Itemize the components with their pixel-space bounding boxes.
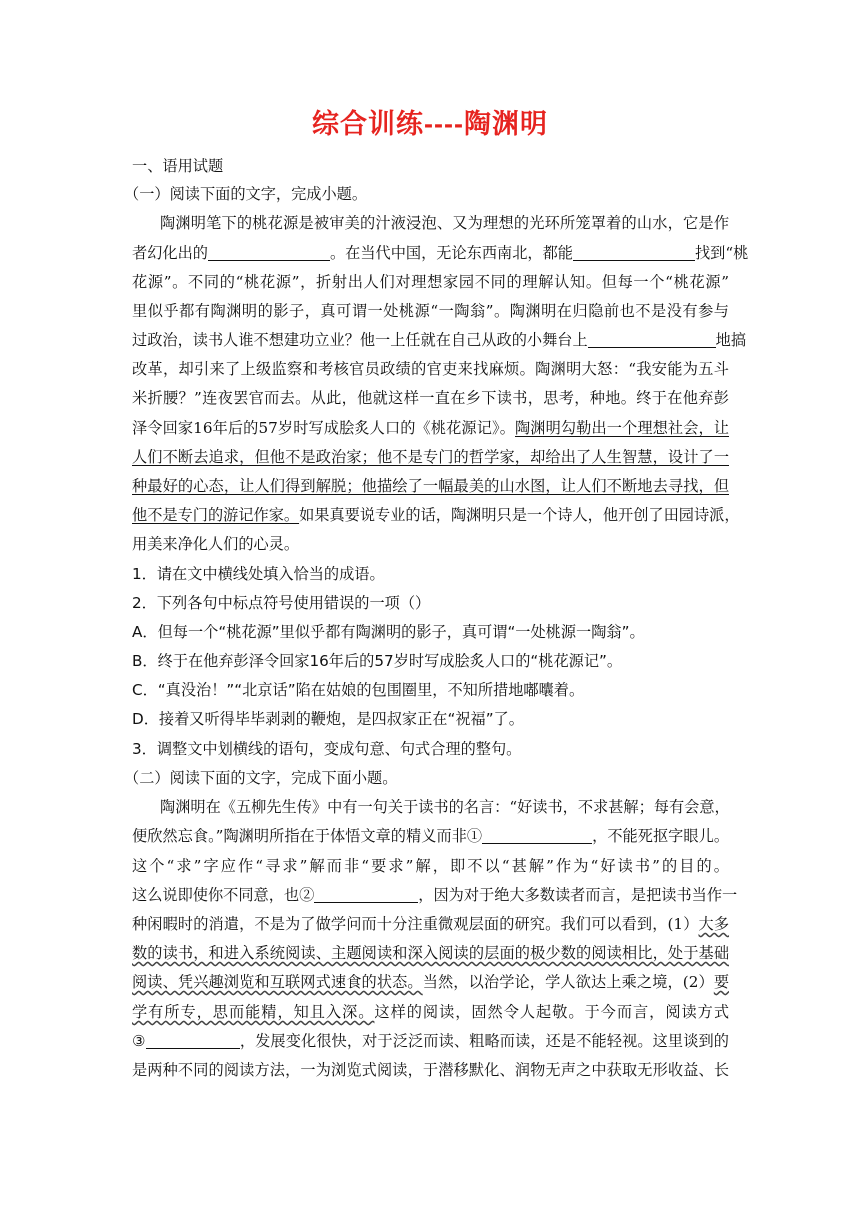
passage2-line: 学有所专，思而能精，知且入深。这样的阅读，固然令人起敬。于今而言，阅读方式 <box>132 1003 730 1021</box>
option-c[interactable]: C．“真没治！”“北京话”陷在姑娘的包围圈里，不知所措地嘟囔着。 <box>132 681 585 699</box>
passage1-line: 用美来净化人们的心灵。 <box>132 535 300 553</box>
passage2-line: 这么说即使你不同意，也② ，因为对于绝大多数读者而言，是把读书当作一 <box>132 886 738 904</box>
option-b[interactable]: B．终于在他弃彭泽令回家16年后的57岁时写成脍炙人口的“桃花源记”。 <box>132 652 623 670</box>
passage1-line: 泽令回家16年后的57岁时写成脍炙人口的《桃花源记》。陶渊明勾勒出一个理想社会，让 <box>132 419 729 437</box>
page-title: 综合训练----陶渊明 <box>312 109 548 139</box>
part2-heading: （二）阅读下面的文字，完成下面小题。 <box>124 769 398 787</box>
question-1: 1．请在文中横线处填入恰当的成语。 <box>132 565 385 583</box>
passage1-line: 里似乎都有陶渊明的影子，真可谓一处桃源“一陶翁”。陶渊明在归隐前也不是没有参与 <box>132 302 729 320</box>
answer-blank[interactable] <box>208 244 330 261</box>
passage2-line: 阅读、凭兴趣浏览和互联网式速食的状态。当然，以治学论，学人欲达上乘之境，(2）要 <box>132 973 729 991</box>
passage2-line: 是两种不同的阅读方法，一为浏览式阅读，于潜移默化、润物无声之中获取无形收益、长 <box>132 1061 729 1079</box>
wavy-underlined-text: 大多 <box>698 915 730 933</box>
passage1-line: 米折腰？”连夜罢官而去。从此，他就这样一直在乡下读书，思考，种地。终于在他弃彭 <box>132 389 729 407</box>
wavy-underlined-text: 阅读、凭兴趣浏览和互联网式速食的状态。 <box>132 973 423 991</box>
passage2-line: 陶渊明在《五柳先生传》中有一句关于读书的名言：“好读书，不求甚解；每有会意， <box>160 798 730 816</box>
passage1-line: 改革，却引来了上级监察和考核官员政绩的官吏来找麻烦。陶渊明大怒：“我安能为五斗 <box>132 360 729 378</box>
underlined-sentence: 种最好的心态，让人们得到解脱；他描绘了一幅最美的山水图，让人们不断地去寻找，但 <box>132 477 729 495</box>
passage1-line: 他不是专门的游记作家。如果真要说专业的话，陶渊明只是一个诗人，他开创了田园诗派， <box>132 506 740 524</box>
passage1-line: 过政治，读书人谁不想建功立业？他一上任就在自己从政的小舞台上 地搞 <box>132 331 746 349</box>
wavy-underlined-text: 数的读书，和进入系统阅读、主题阅读和深入阅读的层面的极少数的阅读相比，处于基础 <box>132 944 729 962</box>
answer-blank[interactable] <box>588 331 716 348</box>
wavy-underlined-text: 要 <box>713 973 729 991</box>
option-a[interactable]: A．但每一个“桃花源”里似乎都有陶渊明的影子，真可谓“一处桃源一陶翁”。 <box>132 623 645 641</box>
passage1-line: 者幻化出的 。在当代中国，无论东西南北，都能 找到“桃 <box>132 244 749 262</box>
passage2-line: 种闲暇时的消遣，不是为了做学问而十分注重微观层面的研究。我们可以看到，(1）大多 <box>132 915 730 933</box>
section-heading: 一、语用试题 <box>132 157 224 175</box>
underlined-sentence: 他不是专门的游记作家。 <box>132 506 300 524</box>
passage1-line: 陶渊明笔下的桃花源是被审美的汁液浸泡、又为理想的光环所笼罩着的山水，它是作 <box>160 214 729 232</box>
passage2-line: 这个“求”字应作“寻求”解而非“要求”解，即不以“甚解”作为“好读书”的目的。 <box>132 857 729 875</box>
answer-blank[interactable] <box>146 1032 240 1049</box>
passage2-line: 便欣然忘食。”陶渊明所指在于体悟文章的精义而非① ，不能死抠字眼儿。 <box>132 827 730 845</box>
answer-blank[interactable] <box>314 886 418 903</box>
passage1-line: 花源”。不同的“桃花源”，折射出人们对理想家园不同的理解认知。但每一个“桃花源” <box>132 273 729 291</box>
question-2: 2．下列各句中标点符号使用错误的一项（） <box>132 594 431 612</box>
part1-heading: （一）阅读下面的文字，完成小题。 <box>124 185 367 203</box>
passage2-line: ③ ，发展变化很快，对于泛泛而读、粗略而读，还是不能轻视。这里谈到的 <box>132 1032 729 1050</box>
answer-blank[interactable] <box>573 244 695 261</box>
wavy-underlined-text: 学有所专，思而能精，知且入深。 <box>132 1003 375 1021</box>
question-3: 3．调整文中划横线的语句，变成句意、句式合理的整句。 <box>132 740 522 758</box>
underlined-sentence: 人们不断去追求，但他不是政治家；他不是专门的哲学家，却给出了人生智慧，设计了一 <box>132 448 729 466</box>
answer-blank[interactable] <box>482 827 592 844</box>
option-d[interactable]: D．接着又听得毕毕剥剥的鞭炮，是四叔家正在“祝福”了。 <box>132 710 524 728</box>
underlined-sentence: 陶渊明勾勒出一个理想社会，让 <box>515 419 729 437</box>
